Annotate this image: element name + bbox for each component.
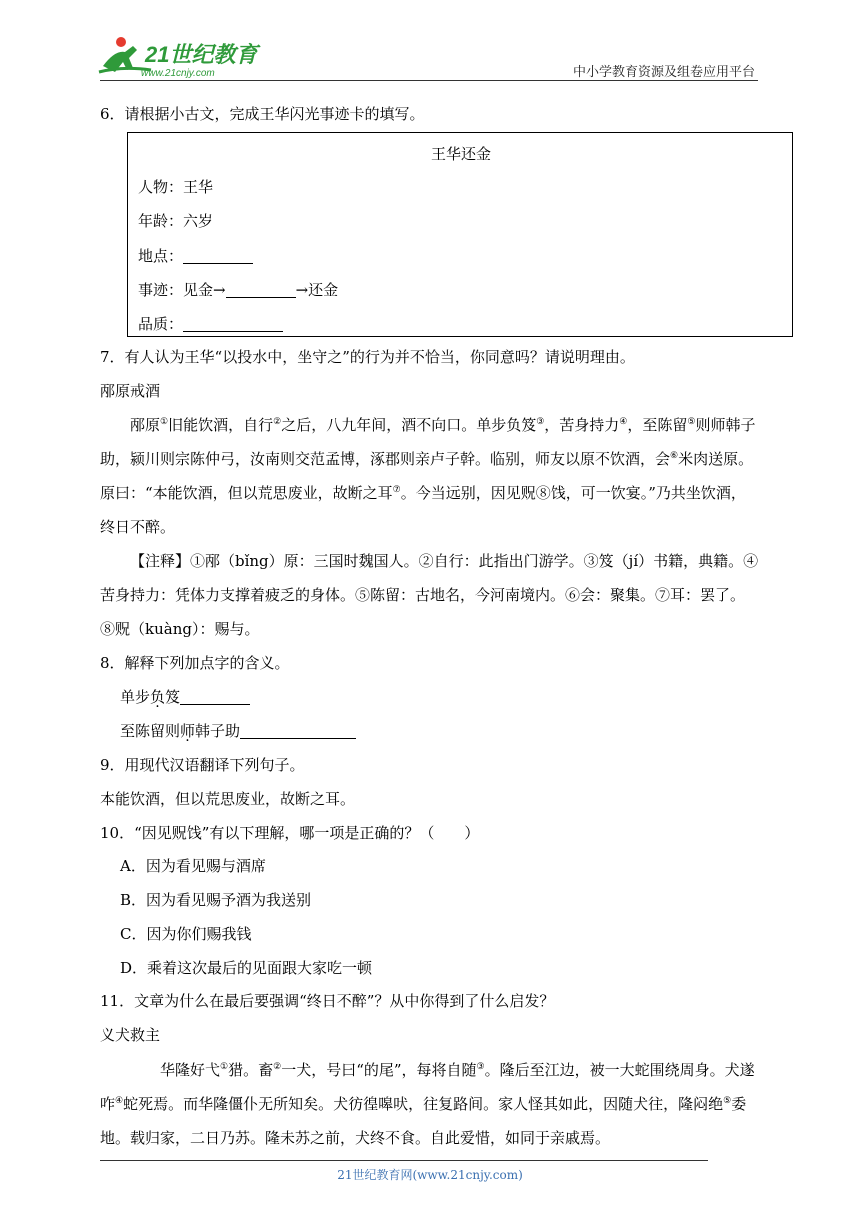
- dotted-char-2: 师: [180, 722, 196, 740]
- question-11: 11．文章为什么在最后要强调“终日不醉”？从中你得到了什么启发？: [100, 992, 555, 1010]
- card-place: [138, 245, 253, 266]
- card-deed: [138, 279, 338, 300]
- card-age: 年龄：六岁: [138, 212, 214, 230]
- question-9: 9．用现代汉语翻译下列句子。: [100, 756, 305, 774]
- question-8: 8．解释下列加点字的含义。: [100, 654, 290, 672]
- option-b[interactable]: B．因为看见赐予酒为我送别: [120, 891, 312, 909]
- option-c[interactable]: C．因为你们赐我钱: [120, 925, 252, 943]
- quality-blank[interactable]: [183, 315, 283, 332]
- logo-url: www.21cnjy.com: [141, 68, 215, 79]
- header-divider: [100, 80, 758, 81]
- q9-sentence: 本能饮酒，但以荒思废业，故断之耳。: [100, 790, 356, 808]
- story-card: [127, 132, 793, 337]
- card-deed-end: →还金: [295, 281, 339, 299]
- text-2-title: 邴原戒酒: [100, 382, 161, 400]
- card-place-label: 地点：: [138, 247, 184, 265]
- q8-blank-2[interactable]: [240, 722, 356, 739]
- text-2-notes: 【注释】①邴（bǐng）原：三国时魏国人。②自行：此指出门游学。③笈（jí）书籍，典籍。④苦身持力：凭体力支撑着疲乏的身体。⑤陈留：古地名，今河南境内。⑥会：聚集。⑦耳：罢了。 ⑧贶（kuàng）：赐与。: [100, 552, 759, 638]
- deed-blank[interactable]: [226, 281, 296, 298]
- text-3-passage: 华隆好弋①猎。畜②一犬，号曰“的尾”，每将自随③。隆后至江边，被一大蛇围绕周身。犬遂咋④蛇死焉。而华隆僵仆无所知矣。犬彷徨嗥吠，往复路间。家人怪其如此，因随犬往，隆闷绝⑤委地。载归家，二日乃苏。隆未苏之前，犬终不食。自此爱惜，如同于亲戚焉。: [100, 1061, 755, 1147]
- logo: [93, 32, 263, 84]
- card-deed-label: 事迹：见金→: [138, 281, 226, 299]
- card-quality: [138, 313, 283, 334]
- option-a[interactable]: A．因为看见赐与酒席: [120, 857, 266, 875]
- footer-text[interactable]: 21世纪教育网(www.21cnjy.com): [337, 1168, 523, 1182]
- logo-text: 21世纪教育: [145, 42, 258, 67]
- q8-blank-1[interactable]: [180, 688, 250, 705]
- text-3-title: 义犬救主: [100, 1026, 161, 1044]
- page-header: [0, 0, 860, 90]
- card-person: 人物：王华: [138, 178, 214, 196]
- place-blank[interactable]: [183, 247, 253, 264]
- text-2-passage: 邴原①旧能饮酒，自行②之后，八九年间，酒不向口。单步负笈③，苦身持力④，至陈留⑤则师韩子助，颍川则宗陈仲弓，汝南则交范孟博，涿郡则亲卢子幹。临别，师友以原不饮酒，会⑥米肉送原。原曰：“本能饮酒，但以荒思废业，故断之耳⑦。今当远别，因见贶⑧饯，可一饮宴。”乃共坐饮酒，终日不醉。: [100, 416, 756, 536]
- footer-divider: [100, 1160, 708, 1161]
- q8-item-2: 至陈留则师韩子助: [120, 720, 356, 742]
- option-d[interactable]: D．乘着这次最后的见面跟大家吃一顿: [120, 959, 373, 977]
- q8-item-1: 单步负笈: [120, 686, 250, 708]
- dotted-char-1: 负: [150, 688, 166, 706]
- card-quality-label: 品质：: [138, 315, 184, 333]
- card-title: 王华还金: [430, 145, 491, 163]
- question-7: 7．有人认为王华“以投水中，坐守之”的行为并不恰当，你同意吗？请说明理由。: [100, 348, 635, 366]
- question-6: 6．请根据小古文，完成王华闪光事迹卡的填写。: [100, 105, 425, 123]
- question-10: 10．“因见贶饯”有以下理解，哪一项是正确的？（ ）: [100, 824, 480, 842]
- platform-name: 中小学教育资源及组卷应用平台: [572, 65, 755, 80]
